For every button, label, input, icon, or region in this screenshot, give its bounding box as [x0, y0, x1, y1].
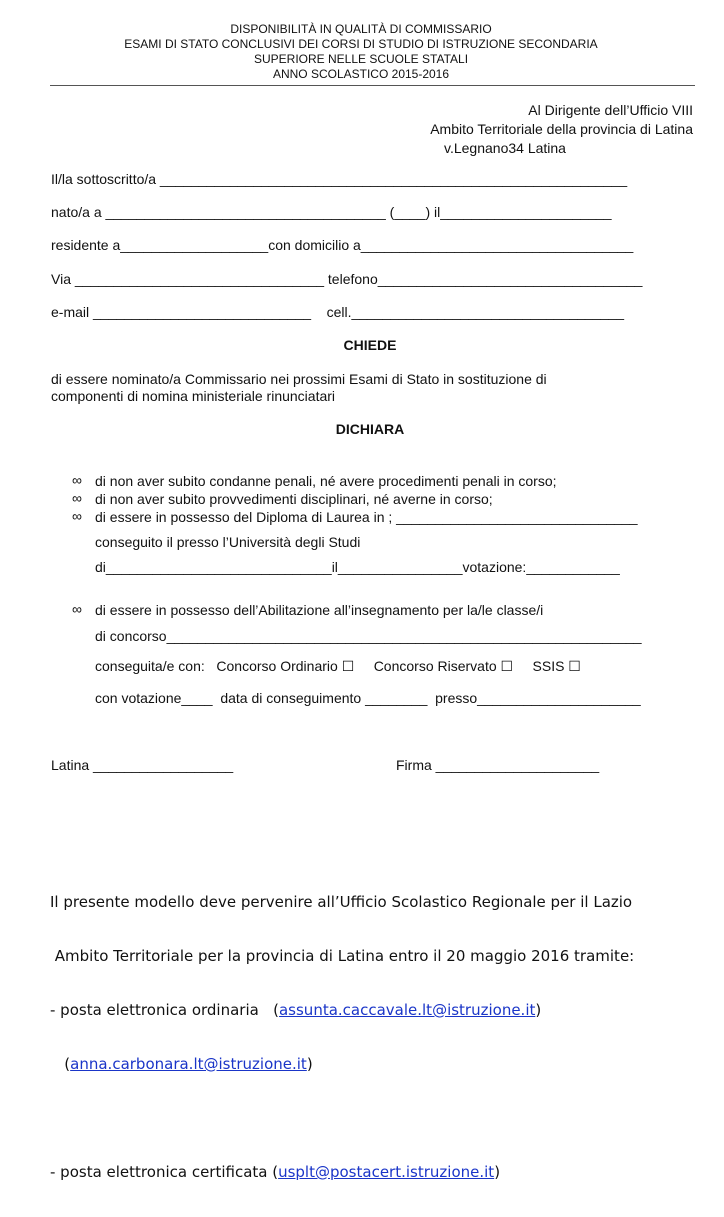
chiede-text: [51, 371, 691, 405]
place-field[interactable]: Latina __________________: [51, 757, 234, 773]
dichiara-heading: DICHIARA: [335, 421, 405, 437]
document-header: [50, 22, 672, 82]
declaration-item-4: di essere in possesso dell’Abilitazione all’insegnamento per la/le classe/i: [95, 602, 544, 618]
email-cell-field[interactable]: e-mail ____________________________ cell.___________________________________: [51, 304, 624, 320]
header-divider: [50, 85, 695, 86]
recipient-line-1: Al Dirigente dell’Ufficio VIII: [528, 102, 693, 118]
ordinary-email-line-2: [50, 1055, 634, 1073]
street-phone-field[interactable]: Via ________________________________ telefono__________________________________: [51, 271, 643, 287]
recipient-address: v.Legnano34 Latina: [444, 140, 566, 156]
paren-close: ): [306, 1055, 313, 1073]
certified-email-label: - posta elettronica certificata (: [50, 1163, 279, 1181]
email-link-pec[interactable]: usplt@postacert.istruzione.it: [278, 1163, 495, 1181]
school-year: ANNO SCOLASTICO 2015-2016: [272, 67, 450, 81]
recipient-block: [400, 101, 693, 158]
header-title: DISPONIBILITÀ IN QUALITÀ DI COMMISSARIO: [230, 22, 492, 36]
paren-close: ): [494, 1163, 501, 1181]
paren-close: ): [535, 1001, 542, 1019]
birth-field[interactable]: nato/a a ____________________________________ (____) il______________________: [51, 204, 612, 220]
chiede-text-line-2: componenti di nomina ministeriale rinunciatari: [51, 388, 336, 404]
ordinary-email-line: [50, 1001, 634, 1019]
header-subtitle-2: SUPERIORE NELLE SCUOLE STATALI: [253, 52, 469, 66]
email-link-caccavale[interactable]: assunta.caccavale.lt@istruzione.it: [278, 1001, 536, 1019]
bullet-icon: ∞: [72, 490, 82, 506]
qualification-checkboxes[interactable]: conseguita/e con: Concorso Ordinario ☐ Concorso Riservato ☐ SSIS ☐: [95, 658, 581, 674]
paren-open: (: [50, 1055, 71, 1073]
spacer: [50, 1109, 634, 1127]
recipient-line-2: Ambito Territoriale della provincia di Latina: [430, 121, 693, 137]
ordinary-email-label: - posta elettronica ordinaria (: [50, 1001, 279, 1019]
declaration-item-2: di non aver subito provvedimenti disciplinari, né averne in corso;: [95, 491, 493, 507]
residence-field[interactable]: residente a___________________con domicilio a___________________________________: [51, 237, 634, 253]
email-link-carbonara[interactable]: anna.carbonara.lt@istruzione.it: [70, 1055, 307, 1073]
header-subtitle: ESAMI DI STATO CONCLUSIVI DEI CORSI DI STUDIO DI ISTRUZIONE SECONDARIA: [124, 37, 598, 51]
degree-details-field[interactable]: di_____________________________il________________votazione:____________: [95, 559, 620, 575]
concorso-class-field[interactable]: di concorso_____________________________________________________________: [95, 628, 642, 644]
certified-email-line: [50, 1163, 634, 1181]
signature-field[interactable]: Firma _____________________: [396, 757, 600, 773]
university-label: conseguito il presso l’Università degli Studi: [95, 534, 361, 550]
bullet-icon: ∞: [72, 601, 82, 617]
declaration-item-3[interactable]: di essere in possesso del Diploma di Laurea in ; _______________________________: [95, 509, 638, 525]
bullet-icon: ∞: [72, 508, 82, 524]
chiede-heading: CHIEDE: [343, 337, 397, 353]
declaration-item-1: di non aver subito condanne penali, né avere procedimenti penali in corso;: [95, 473, 557, 489]
chiede-text-line-1: di essere nominato/a Commissario nei prossimi Esami di Stato in sostituzione di: [51, 371, 547, 387]
bullet-icon: ∞: [72, 472, 82, 488]
qualification-details-field[interactable]: con votazione____ data di conseguimento ________ presso_____________________: [95, 690, 641, 706]
sottoscritto-field[interactable]: Il/la sottoscritto/a ____________________________________________________________: [51, 171, 628, 187]
submission-instructions: [50, 857, 634, 1217]
instructions-line-2: Ambito Territoriale per la provincia di Latina entro il 20 maggio 2016 tramite:: [50, 947, 635, 965]
instructions-line-1: Il presente modello deve pervenire all’Ufficio Scolastico Regionale per il Lazio: [50, 893, 633, 911]
